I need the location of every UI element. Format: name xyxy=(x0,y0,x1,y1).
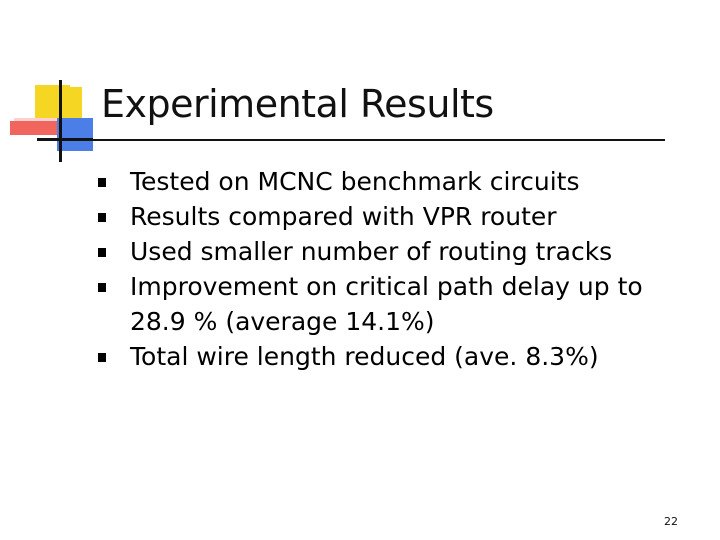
square-bullet-icon xyxy=(98,178,106,187)
slide-title: Experimental Results xyxy=(101,82,494,126)
bullet-text: Tested on MCNC benchmark circuits xyxy=(130,167,580,196)
list-item xyxy=(96,164,696,199)
list-item xyxy=(96,234,696,269)
bullet-text: Total wire length reduced (ave. 8.3%) xyxy=(130,342,599,371)
bullet-text: Used smaller number of routing tracks xyxy=(130,237,613,266)
list-item xyxy=(96,269,696,339)
list-item xyxy=(96,339,696,374)
square-bullet-icon xyxy=(98,353,106,362)
bullet-text: Improvement on critical path delay up to 28.9 % (average 14.1%) xyxy=(130,272,643,336)
bullet-list xyxy=(96,164,696,374)
square-bullet-icon xyxy=(98,248,106,257)
title-underline xyxy=(40,139,665,141)
decorative-squares-logo-icon xyxy=(0,0,110,170)
bullet-text: Results compared with VPR router xyxy=(130,202,557,231)
square-bullet-icon xyxy=(98,283,106,292)
list-item xyxy=(96,199,696,234)
square-bullet-icon xyxy=(98,213,106,222)
page-number: 22 xyxy=(664,515,678,528)
